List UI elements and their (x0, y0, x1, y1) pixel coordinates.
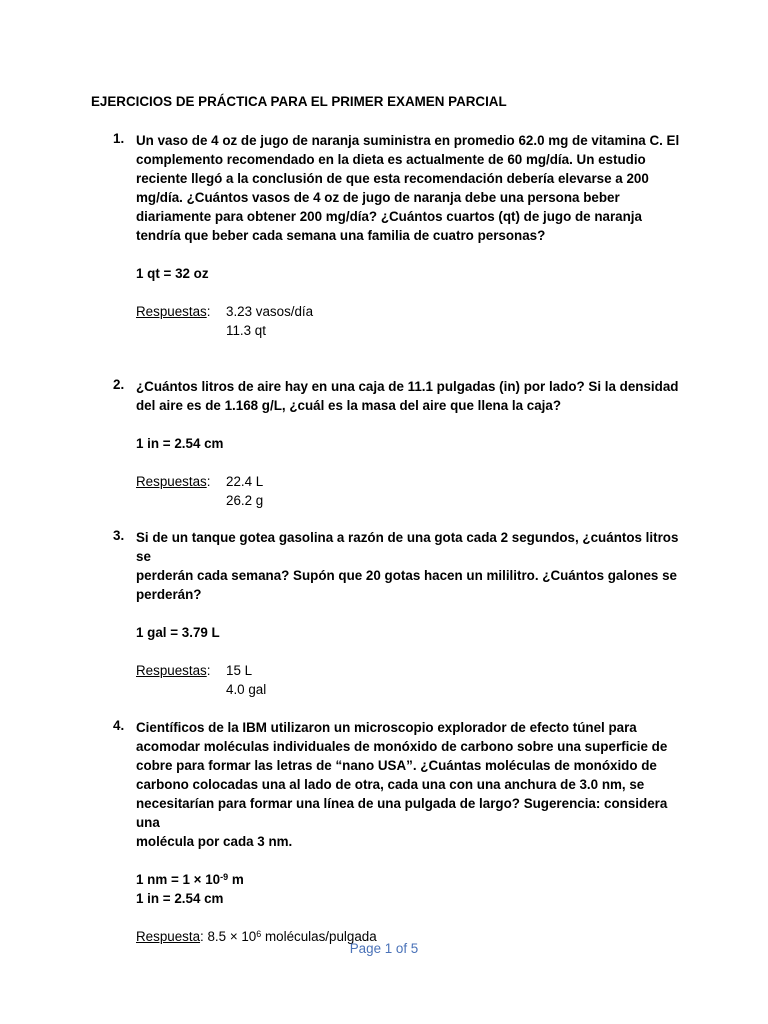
question-text (136, 377, 683, 415)
answer-value: 15 L (226, 663, 253, 678)
question-line: del aire es de 1.168 g/L, ¿cuál es la masa del aire que llena la caja? (136, 398, 561, 413)
question-text (136, 718, 683, 851)
question-line: Un vaso de 4 oz de jugo de naranja suministra en promedio 62.0 mg de vitamina C. El (136, 133, 680, 148)
answer-base: 8.5 × 10 (207, 929, 257, 944)
question-line: reciente llegó a la conclusión de que esta recomendación debería elevarse a 200 (136, 171, 649, 186)
page-number-footer: Page 1 of 5 (349, 941, 419, 956)
answer-block: Respuestas: 22.4 L 26.2 g (136, 474, 264, 508)
answer-value: 3.23 vasos/día (226, 304, 314, 319)
question-line: necesitarían para formar una línea de una pulgada de largo? Sugerencia: considera una (136, 796, 668, 830)
answer-values (226, 472, 263, 510)
page-title: EJERCICIOS DE PRÁCTICA PARA EL PRIMER EXAMEN PARCIAL (91, 94, 507, 109)
answer-block: Respuestas: 15 L 4.0 gal (136, 663, 267, 697)
answer-value: 11.3 qt (226, 323, 266, 338)
conversion-factor: 1 qt = 32 oz (136, 266, 209, 281)
answer-label: Respuestas (136, 304, 207, 319)
question-3 (113, 528, 683, 697)
conversion-factor: 1 gal = 3.79 L (136, 625, 220, 640)
question-number: 3. (113, 528, 125, 543)
question-line: cobre para formar las letras de “nano USA”. ¿Cuántas moléculas de monóxido de (136, 758, 657, 773)
question-line: carbono colocadas una al lado de otra, cada una con una anchura de 3.0 nm, se (136, 777, 645, 792)
answer-block: Respuesta: $8.5 \times 10^6$ moléculas/pulgada (136, 929, 377, 944)
answer-exponent: 6 (256, 929, 262, 939)
answer-block: Respuestas: 3.23 vasos/día 11.3 qt (136, 304, 314, 338)
question-4 (113, 718, 683, 946)
answer-unit: moléculas/pulgada (261, 929, 377, 944)
question-line: mg/día. ¿Cuántos vasos de 4 oz de jugo de naranja debe una persona beber (136, 190, 620, 205)
question-line: complemento recomendado en la dieta es actualmente de 60 mg/día. Un estudio (136, 152, 646, 167)
answer-values (226, 302, 313, 340)
question-1 (113, 131, 683, 338)
answer-values (226, 661, 266, 699)
question-text (136, 528, 683, 604)
answer-label: Respuesta (136, 929, 201, 944)
question-line: acomodar moléculas individuales de monóxido de carbono sobre una superficie de (136, 739, 668, 754)
conversion-factor (136, 870, 683, 889)
conversion-unit: m (228, 872, 244, 887)
question-2 (113, 377, 683, 508)
conversion-base: 1 nm = 1 × 10 (136, 872, 221, 887)
question-line: perderán cada semana? Supón que 20 gotas hacen un mililitro. ¿Cuántos galones se (136, 568, 677, 583)
answer-label: Respuestas (136, 474, 207, 489)
answer-value: 4.0 gal (226, 682, 267, 697)
question-number: 2. (113, 377, 125, 392)
answer-value: 26.2 g (226, 493, 264, 508)
question-number: 4. (113, 718, 125, 733)
conversion-factor: 1 in = 2.54 cm (136, 891, 224, 906)
answer-label: Respuestas (136, 663, 207, 678)
question-text (136, 131, 683, 245)
question-line: molécula por cada 3 nm. (136, 834, 293, 849)
answer-value: 22.4 L (226, 474, 264, 489)
conversion-exponent: -9 (220, 872, 229, 882)
conversion-factor: 1 in = 2.54 cm (136, 436, 224, 451)
question-line: perderán? (136, 587, 202, 602)
question-line: diariamente para obtener 200 mg/día? ¿Cuántos cuartos (qt) de jugo de naranja (136, 209, 642, 224)
question-line: Si de un tanque gotea gasolina a razón de una gota cada 2 segundos, ¿cuántos litros se (136, 530, 679, 564)
question-number: 1. (113, 131, 125, 146)
question-line: tendría que beber cada semana una familia de cuatro personas? (136, 228, 546, 243)
question-line: ¿Cuántos litros de aire hay en una caja de 11.1 pulgadas (in) por lado? Si la densidad (136, 379, 679, 394)
question-line: Científicos de la IBM utilizaron un microscopio explorador de efecto túnel para (136, 720, 637, 735)
